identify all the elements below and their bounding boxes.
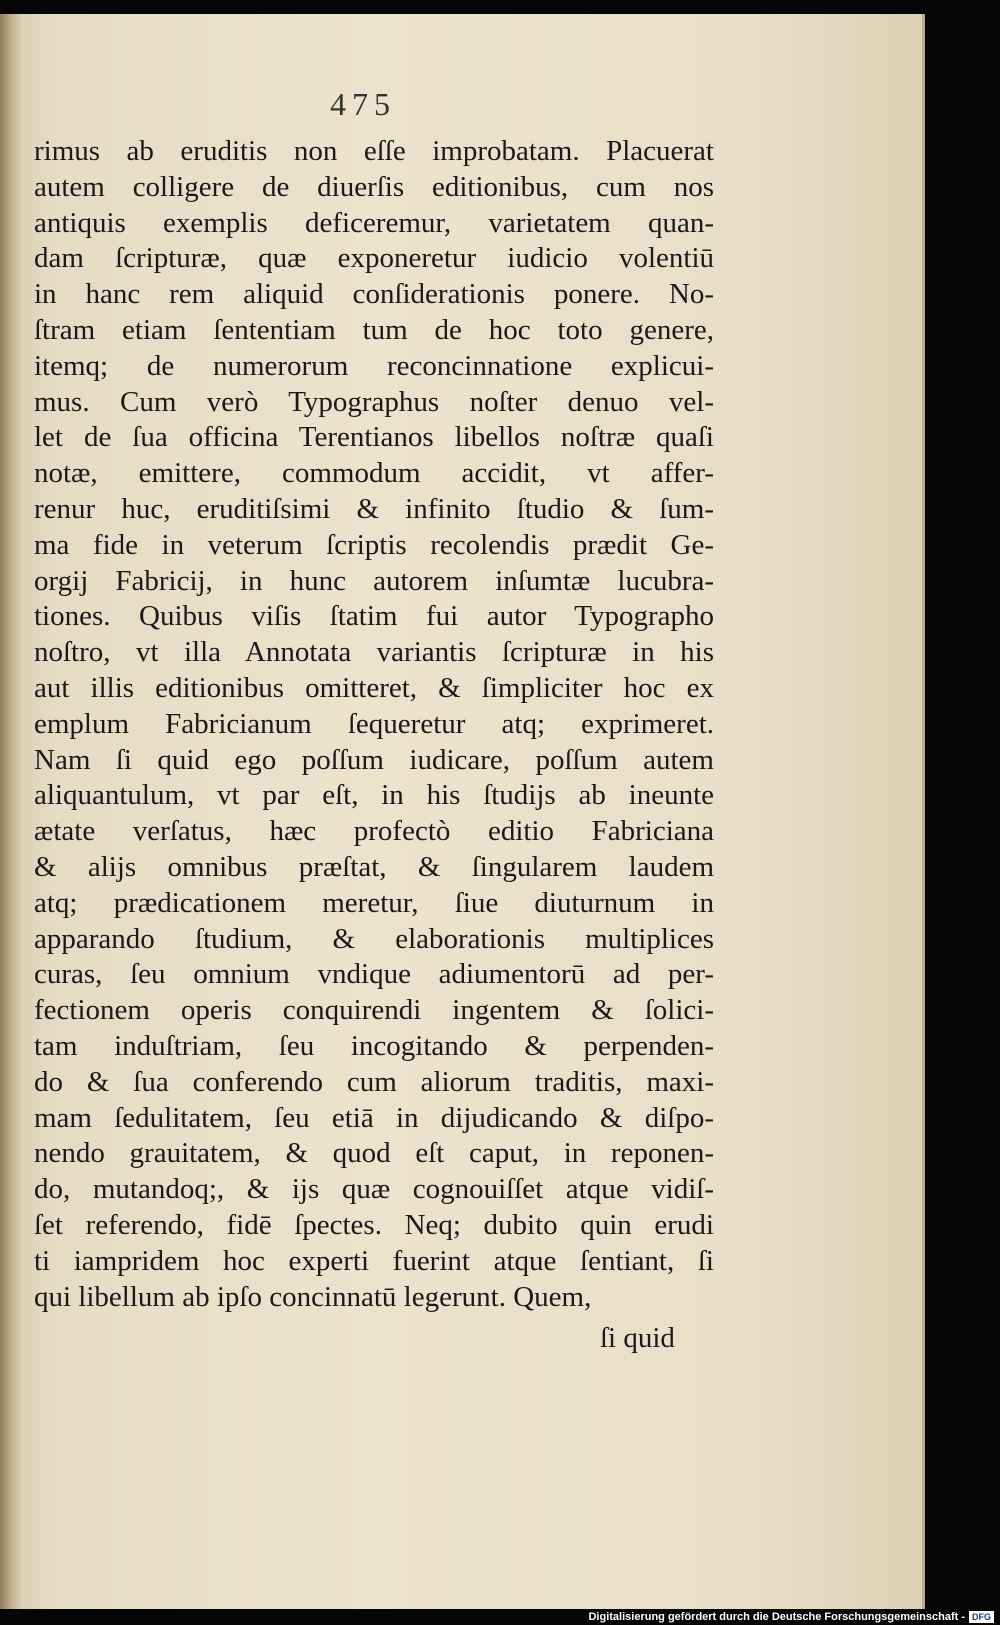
book-page bbox=[0, 14, 925, 1609]
text-line: noſtro, vt illa Annotata variantis ſcripturæ in his bbox=[34, 636, 714, 669]
text-line: ſtram etiam ſententiam tum de hoc toto genere, bbox=[34, 313, 714, 346]
text-line: ætate verſatus, hæc profectò editio Fabriciana bbox=[34, 815, 714, 848]
text-line: in hanc rem aliquid conſiderationis ponere. No- bbox=[34, 278, 714, 311]
text-line: autem colligere de diuerſis editionibus, cum nos bbox=[34, 170, 714, 203]
text-line: emplum Fabricianum ſequeretur atq; exprimeret. bbox=[34, 707, 714, 740]
text-line: dam ſcripturæ, quæ exponeretur iudicio volentiū bbox=[34, 242, 714, 275]
text-line: Nam ſi quid ego poſſum iudicare, poſſum autem bbox=[34, 743, 714, 776]
text-line: do & ſua conferendo cum aliorum traditis, maxi- bbox=[34, 1065, 714, 1098]
text-line: orgij Fabricij, in hunc autorem inſumtæ lucubra- bbox=[34, 564, 714, 597]
dfg-logo-icon: DFG bbox=[969, 1611, 994, 1623]
page-number: 475 bbox=[330, 86, 396, 122]
text-line: fectionem operis conquirendi ingentem & ſolici- bbox=[34, 994, 714, 1027]
credit-text: Digitalisierung gefördert durch die Deutsche Forschungsgemeinschaft - bbox=[588, 1611, 965, 1623]
text-line: let de ſua officina Terentianos libellos noſtræ quaſi bbox=[34, 421, 714, 454]
catchword: ſi quid bbox=[600, 1322, 675, 1354]
text-line: ti iampridem hoc experti fuerint atque ſentiant, ſi bbox=[34, 1244, 714, 1277]
text-line: curas, ſeu omnium vndique adiumentorū ad per- bbox=[34, 958, 714, 991]
text-line: ſet referendo, fidē ſpectes. Neq; dubito quin erudi bbox=[34, 1208, 714, 1241]
text-line: mam ſedulitatem, ſeu etiā in dijudicando & diſpo- bbox=[34, 1101, 714, 1134]
text-line: mus. Cum verò Typographus noſter denuo vel- bbox=[34, 385, 714, 418]
text-line: ma fide in veterum ſcriptis recolendis prædit Ge- bbox=[34, 528, 714, 561]
text-line: antiquis exemplis deficeremur, varietatem quan- bbox=[34, 206, 714, 239]
text-line: aliquantulum, vt par eſt, in his ſtudijs ab ineunte bbox=[34, 779, 714, 812]
text-line: & alijs omnibus præſtat, & ſingularem laudem bbox=[34, 850, 714, 883]
digitization-credit bbox=[588, 1611, 994, 1623]
body-text bbox=[34, 134, 714, 1315]
text-line: qui libellum ab ipſo concinnatū legerunt. Quem, bbox=[34, 1280, 592, 1313]
text-line: atq; prædicationem meretur, ſiue diuturnum in bbox=[34, 886, 714, 919]
text-line: notæ, emittere, commodum accidit, vt affer- bbox=[34, 457, 714, 490]
text-line: do, mutandoq;, & ijs quæ cognouiſſet atque vidiſ- bbox=[34, 1173, 714, 1206]
text-line: tiones. Quibus viſis ſtatim fui autor Typographo bbox=[34, 600, 714, 633]
text-line: nendo grauitatem, & quod eſt caput, in reponen- bbox=[34, 1137, 714, 1170]
text-line: rimus ab eruditis non eſſe improbatam. Placuerat bbox=[34, 135, 714, 167]
text-line: tam induſtriam, ſeu incogitando & perpenden- bbox=[34, 1029, 714, 1062]
text-line: aut illis editionibus omitteret, & ſimpliciter hoc ex bbox=[34, 671, 714, 704]
text-line: apparando ſtudium, & elaborationis multiplices bbox=[34, 922, 714, 955]
text-line: renur huc, eruditiſsimi & infinito ſtudio & ſum- bbox=[34, 492, 714, 525]
text-line: itemq; de numerorum reconcinnatione explicui- bbox=[34, 349, 714, 382]
